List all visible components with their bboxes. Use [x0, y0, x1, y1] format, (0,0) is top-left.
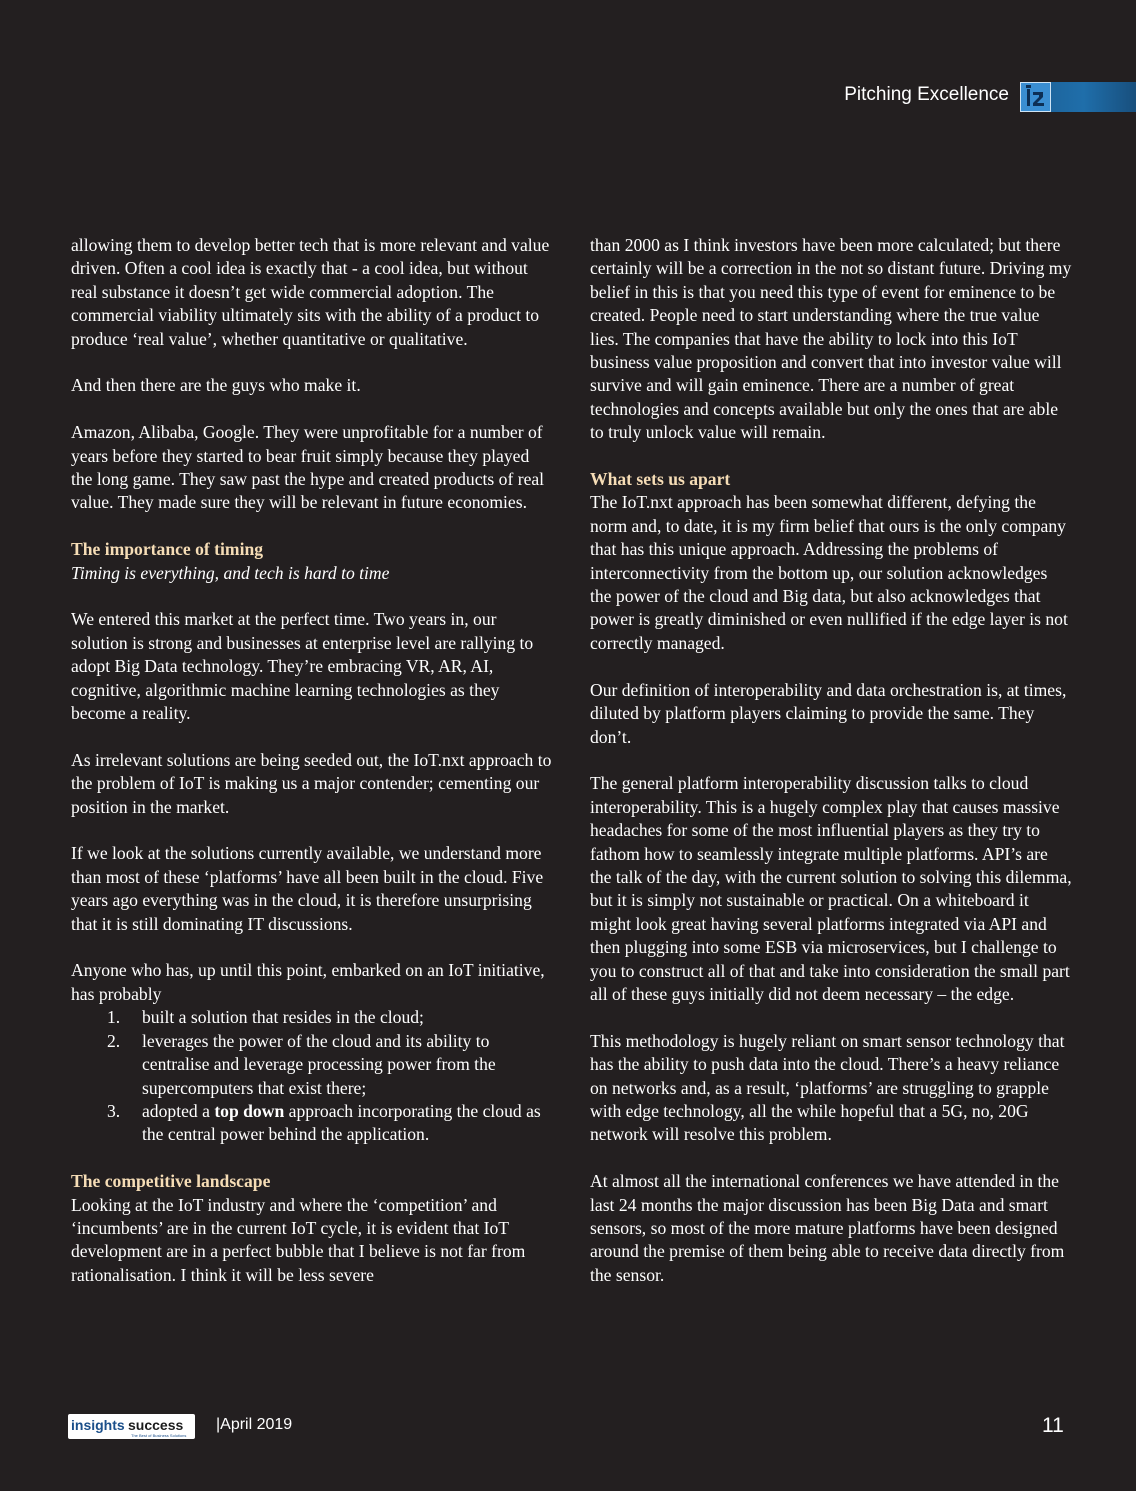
section-heading-competitive: The competitive landscape	[71, 1171, 271, 1192]
section-heading-timing: The importance of timing	[71, 539, 264, 560]
right-column	[590, 234, 1072, 1311]
paragraph: Anyone who has, up until this point, embarked on an IoT initiative, has probably	[71, 960, 545, 1004]
paragraph: As irrelevant solutions are being seeded out, the IoT.nxt approach to the problem of IoT is making us a major contender; cementing our position in the market.	[71, 749, 552, 817]
list-number: 1.	[107, 1007, 121, 1028]
paragraph: allowing them to develop better tech that is more relevant and value driven. Often a cool idea is exactly that - a cool idea, but without real substance it doesn’t get wide commercial adoption. The commercial viability ultimately sits with the ability of a product to produce ‘real value’, whether quantitative or qualitative.	[71, 235, 550, 349]
insights-success-logo-icon	[68, 1414, 195, 1439]
paragraph: Our definition of interoperability and data orchestration is, at times, diluted by platform players claiming to provide the same. They don’t.	[590, 679, 1067, 747]
magazine-logo-icon	[1020, 82, 1051, 112]
list-item	[71, 1006, 553, 1029]
section-title: Pitching Excellence	[844, 84, 1009, 105]
paragraph: Looking at the IoT industry and where the ‘competition’ and ‘incumbents’ are in the current IoT cycle, it is evident that IoT development are in a perfect bubble that I believe is not far from rationalisation. I think it will be less severe	[71, 1194, 526, 1285]
logo-text-insights: insights	[71, 1417, 125, 1433]
list-item-text-post: approach incorporating the cloud as the central power behind the application.	[142, 1100, 541, 1145]
list-number: 3.	[107, 1100, 121, 1121]
list-item-text-pre: adopted a	[142, 1100, 215, 1121]
paragraph: This methodology is hugely reliant on smart sensor technology that has the ability to push data into the cloud. There’s a heavy reliance on networks and, as a result, ‘platforms’ are struggling to grapple with edge technology, all the while hopeful that a 5G, no, 20G network will resolve this problem.	[590, 1030, 1065, 1145]
list-item-text: built a solution that resides in the cloud;	[142, 1007, 424, 1028]
logo-tagline: The Best of Business Solutions	[131, 1433, 187, 1438]
list-number: 2.	[107, 1030, 121, 1051]
logo-text-success: success	[128, 1417, 184, 1433]
section-subtitle: Timing is everything, and tech is hard to time	[71, 562, 390, 583]
left-column	[71, 234, 553, 1311]
list-item	[71, 1030, 553, 1100]
numbered-list	[71, 1006, 553, 1146]
paragraph: The IoT.nxt approach has been somewhat different, defying the norm and, to date, it is my firm belief that ours is the only company that has this unique approach. Addressing the problems of interconnectivity from the bottom up, our solution acknowledges the power of the cloud and Big data, but also acknowledges that power is greatly diminished or even nullified if the edge layer is not correctly managed.	[590, 492, 1068, 653]
paragraph: If we look at the solutions currently available, we understand more than most of these ‘platforms’ have all been built in the cloud. Five years ago everything was in the cloud, it is therefore unsurprising that it is still dominating IT discussions.	[71, 843, 544, 934]
list-item-emphasis: top down	[214, 1100, 285, 1121]
list-item-text: leverages the power of the cloud and its ability to centralise and leverage processing power from the supercomputers that exist there;	[142, 1030, 496, 1098]
list-item	[71, 1100, 553, 1147]
page-number: 11	[1042, 1414, 1064, 1437]
paragraph: The general platform interoperability discussion talks to cloud interoperability. This is a hugely complex play that causes massive headaches for some of the most influential players as they try to fathom how to seamlessly integrate multiple platforms. API’s are the talk of the day, with the current solution to solving this dilemma, but it is simply not sustainable or practical. On a whiteboard it might look great having several platforms integrated via API and then plugging into some ESB via microservices, but I challenge to you to construct all of that and take into consideration the small part all of these guys initially did not deem necessary – the edge.	[590, 773, 1072, 1004]
paragraph: We entered this market at the perfect time. Two years in, our solution is strong and businesses at enterprise level are rallying to adopt Big Data technology. They’re embracing VR, AR, AI, cognitive, algorithmic machine learning technologies as they become a reality.	[71, 609, 534, 724]
issue-date: |April 2019	[216, 1416, 293, 1433]
section-heading-apart: What sets us apart	[590, 469, 731, 490]
paragraph: And then there are the guys who make it.	[71, 375, 361, 396]
paragraph: than 2000 as I think investors have been more calculated; but there certainly will be a correction in the not so distant future. Driving my belief in this is that you need this type of event for eminence to be created. People need to start understanding where the true value lies. The companies that have the ability to lock into this IoT business value proposition and convert that into investor value will survive and will gain eminence. There are a number of great technologies and concepts available but only the ones that are able to truly unlock value will remain.	[590, 235, 1072, 443]
paragraph: Amazon, Alibaba, Google. They were unprofitable for a number of years before they started to bear fruit simply because they played the long game. They saw past the hype and created products of real value. They made sure they will be relevant in future economies.	[71, 422, 545, 513]
paragraph: At almost all the international conferences we have attended in the last 24 months the major discussion has been Big Data and smart sensors, so most of the more mature platforms have been designed around the premise of them being able to receive data directly from the sensor.	[590, 1171, 1065, 1285]
